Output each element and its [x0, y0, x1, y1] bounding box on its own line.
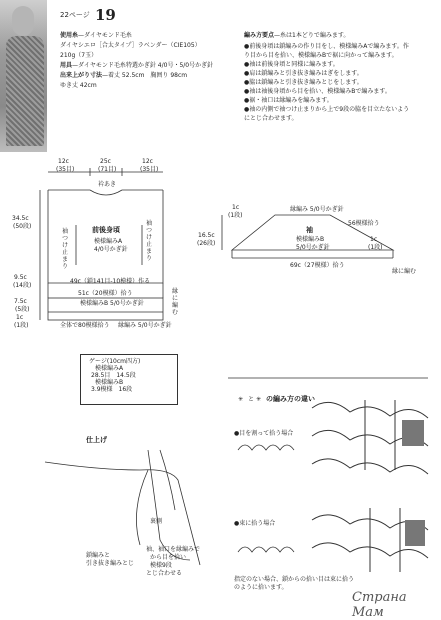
sleeve-count: 56模様拾う — [348, 220, 380, 227]
diff-case-1: ●目を割って拾う場合 — [234, 430, 294, 437]
body-height: 34.5c — [12, 215, 29, 222]
sleeve-height-rows: (26段) — [197, 240, 216, 247]
finish-note-5: 模様9段 — [150, 562, 172, 569]
hem-edging: 縁編み 5/0号かぎ針 — [118, 322, 172, 329]
points-item: ●袖は前後身頃と同様に編みます。 — [244, 61, 339, 68]
top-mid-sts: (71目) — [98, 166, 117, 173]
material-line-6: ゆき丈 42cm — [60, 82, 97, 89]
sleeve-height: 16.5c — [198, 232, 215, 239]
points-item: ●脇は鎖編みと引き抜き編みとじをします。 — [244, 79, 363, 86]
diff-case-2: ●束に拾う場合 — [234, 520, 276, 527]
gauge-line-4: 3.9模様 16段 — [91, 386, 133, 393]
points-item: ●肩は鎖編みと引き抜き編みはぎをします。 — [244, 70, 363, 77]
armhole-left: 袖つけ止まり — [62, 228, 69, 270]
top-left-width: 12c — [58, 158, 69, 165]
points-item: ●袖の内側で袖つけ止まりから上で9段の脇を目立たないようにとじ合わせます。 — [244, 106, 410, 122]
hem-pattern: 模様編みB 5/0号かぎ針 — [80, 300, 144, 307]
body-pattern: 模様編みA — [94, 238, 123, 245]
sleeve-hook: 5/0号かぎ針 — [296, 244, 330, 251]
finish-note-3: 袖、袖口を縁編みで — [146, 546, 201, 553]
gauge-box — [80, 354, 178, 405]
hem-count: 全体で80模様拾う — [60, 322, 110, 329]
diff-symbol-b: ✳ — [256, 396, 262, 403]
finish-note-4: から目を拾い — [150, 554, 187, 561]
side-height-rows: (14段) — [13, 282, 32, 289]
sleeve-edge-right: 1c — [370, 236, 378, 243]
gauge-line-3: 模様編みB — [95, 379, 124, 386]
finish-title: 仕上げ — [86, 436, 107, 444]
neck-label: 衿あき — [98, 181, 117, 188]
hem-note: 縁に編む — [172, 288, 179, 316]
sleeve-edging: 縁編み 5/0号かぎ針 — [290, 206, 344, 213]
diff-caption-2: のように拾います。 — [234, 584, 288, 591]
page-prefix: 22ページ — [60, 11, 90, 19]
body-height-rows: (50段) — [13, 223, 32, 230]
sleeve-edge-top: 1c — [232, 204, 240, 211]
top-left-sts: (35目) — [56, 166, 75, 173]
finish-note-2: 引き抜き編みとじ — [86, 560, 135, 567]
body-title: 前後身頃 — [92, 226, 120, 234]
page-number: 19 — [95, 6, 116, 24]
sleeve-edge-top-rows: (1段) — [228, 212, 243, 219]
sleeve-bottom: 69c（27模様）拾う — [290, 262, 345, 269]
diff-title: の編み方の違い — [266, 395, 315, 403]
points-heading: 編み方要点—糸は1本どりで編みます。 — [244, 32, 350, 39]
finish-back: 裏側 — [150, 518, 163, 525]
edge-height: 1c — [16, 314, 24, 321]
sleeve-corner: 縁に編む — [392, 268, 417, 275]
sleeve-pattern: 模様編みB — [296, 236, 325, 243]
gauge-line-2: 28.5目 14.5段 — [91, 372, 136, 379]
sleeve-edge-right-rows: (1段) — [368, 244, 383, 251]
material-line-5: 出来上がり寸法—着丈 52.5cm 胸囲り 98cm — [60, 72, 188, 79]
side-height: 9.5c — [14, 274, 27, 281]
diff-symbol-a: ✳ — [238, 396, 244, 403]
body-pickup: 51c（20模様）拾う — [78, 290, 133, 297]
material-line-4: 用具—ダイヤモンド毛糸特選かぎ針 4/0号・5/0号かぎ針 — [60, 62, 214, 69]
finish-note-6: とじ合わせる — [146, 570, 183, 577]
top-right-sts: (35目) — [140, 166, 159, 173]
body-chain: 49c（鎖141目-10模様）作る — [70, 278, 151, 285]
edge-rows: (1段) — [14, 322, 29, 329]
points-item: ●前後身頃は鎖編みの作り目をし、模様編みAで編みます。作り目から目を拾い、模様編みBで裾に向かって編みます。 — [244, 43, 409, 59]
top-mid-width: 25c — [100, 158, 111, 165]
material-line-3: 210g（7玉） — [60, 52, 98, 59]
body-hook: 4/0号かぎ針 — [94, 246, 128, 253]
top-right-width: 12c — [142, 158, 153, 165]
armhole-right: 袖つけ止まり — [146, 220, 153, 262]
finish-note-1: 鎖編みと — [86, 552, 111, 559]
points-item: ●袖は袖後身頃から目を拾い、模様編みBで編みます。 — [244, 88, 391, 95]
sleeve-title: 袖 — [306, 226, 313, 234]
gauge-line-1: 模様編みA — [95, 365, 124, 372]
diff-caption-1: 指定のない場合、鎖からの拾い目は束に拾う — [234, 576, 355, 583]
material-line-2: ダイヤシエロ［合太タイプ］ラベンダー（CIE105） — [60, 42, 201, 49]
material-line-1: 使用糸—ダイヤモンド毛糸 — [60, 32, 132, 39]
diff-and: と — [248, 396, 255, 403]
points-item: ●裾・袖口は縁編みを編みます。 — [244, 97, 333, 104]
watermark: Страна Мам — [352, 590, 407, 620]
gauge-title: ゲージ(10cm四方) — [89, 358, 141, 365]
hem-height: 7.5c — [14, 298, 27, 305]
hem-rows: (5段) — [15, 306, 30, 313]
